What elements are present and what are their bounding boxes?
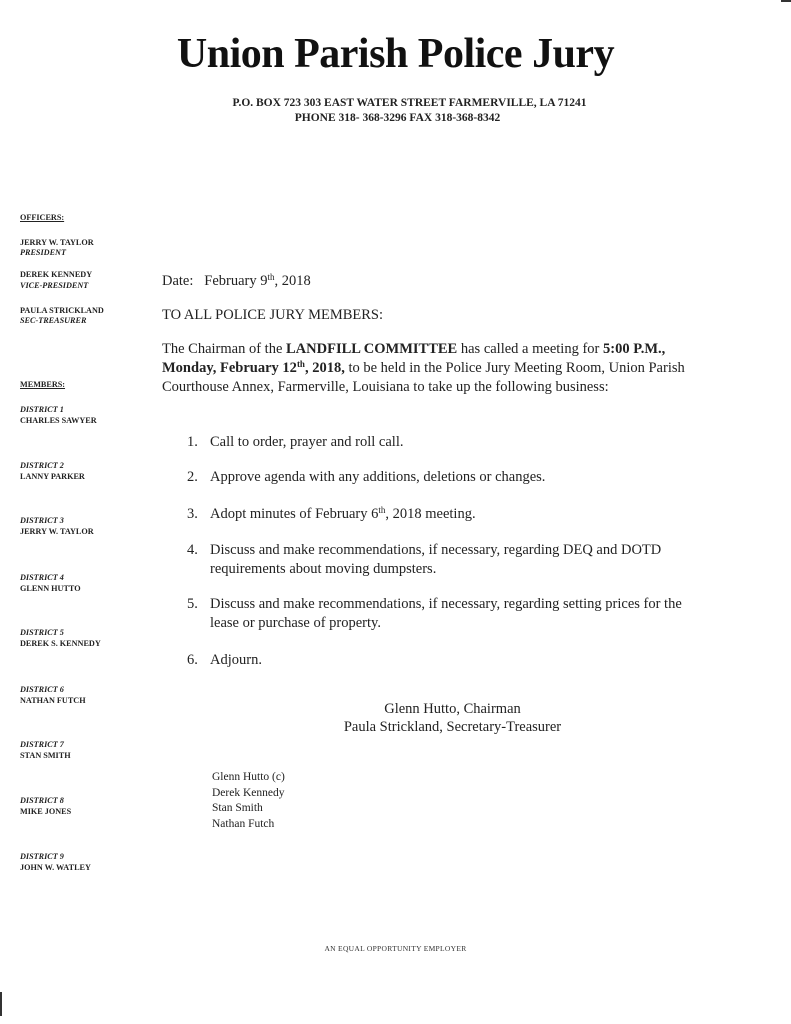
member-district: DISTRICT 7 — [20, 740, 64, 749]
member-district: DISTRICT 9 — [20, 852, 64, 861]
footer-eeo-statement: AN EQUAL OPPORTUNITY EMPLOYER — [324, 944, 467, 953]
member-district: DISTRICT 4 — [20, 573, 64, 582]
secretary-signature: Paula Strickland, Secretary-Treasurer — [343, 719, 562, 735]
committee-name: LANDFILL COMMITTEE — [286, 341, 458, 357]
meeting-notice-paragraph: The Chairman of the LANDFILL COMMITTEE has called a meeting for 5:00 P.M., Monday, February 12th, 2018, to be held in the Police Jury Meeting Room, Union Parish Courthouse Annex, Farmerville, Louisiana to take up the following business: — [162, 341, 685, 395]
scan-edge-mark — [0, 992, 2, 1016]
member-name: STAN SMITH — [20, 751, 71, 760]
member-name: LANNY PARKER — [20, 472, 85, 481]
member-district: DISTRICT 6 — [20, 685, 64, 694]
officers-heading: OFFICERS: — [20, 213, 65, 222]
member-district: DISTRICT 1 — [20, 405, 64, 414]
agenda-item: 3. Adopt minutes of February 6th, 2018 meeting. — [187, 505, 476, 522]
date-value: February 9th, 2018 — [204, 272, 311, 289]
date-label: Date: — [162, 273, 194, 289]
officer-name: PAULA STRICKLAND — [20, 306, 104, 315]
member-district: DISTRICT 2 — [20, 461, 64, 470]
agenda-item: 5. Discuss and make recommendations, if necessary, regarding setting prices for the lease or purchase of property. — [187, 596, 682, 631]
officer-role: SEC-TREASURER — [20, 316, 87, 325]
chairman-signature: Glenn Hutto, Chairman — [384, 701, 521, 717]
officer-name: JERRY W. TAYLOR — [20, 238, 94, 247]
member-district: DISTRICT 3 — [20, 516, 64, 525]
agenda-item: 2. Approve agenda with any additions, deletions or changes. — [187, 469, 546, 485]
phone-fax-line: PHONE 318- 368-3296 FAX 318-368-8342 — [294, 112, 501, 124]
letter-greeting: TO ALL POLICE JURY MEMBERS: — [162, 307, 384, 323]
officer-role: VICE-PRESIDENT — [20, 281, 89, 290]
agenda-item: 1. Call to order, prayer and roll call. — [187, 434, 404, 450]
member-district: DISTRICT 5 — [20, 628, 64, 637]
member-district: DISTRICT 8 — [20, 796, 64, 805]
officer-role: PRESIDENT — [20, 248, 66, 257]
meeting-datetime: 5:00 P.M., Monday, February 12th, 2018, — [162, 341, 666, 376]
scan-corner-mark — [781, 0, 791, 2]
member-name: JERRY W. TAYLOR — [20, 527, 94, 536]
member-name: CHARLES SAWYER — [20, 416, 97, 425]
member-name: JOHN W. WATLEY — [20, 863, 91, 872]
member-name: DEREK S. KENNEDY — [20, 639, 101, 648]
members-heading: MEMBERS: — [20, 380, 66, 389]
address-line: P.O. BOX 723 303 EAST WATER STREET FARMERVILLE, LA 71241 — [232, 97, 587, 109]
member-name: MIKE JONES — [20, 807, 72, 816]
letter-date — [162, 273, 311, 290]
committee-member: Nathan Futch — [212, 817, 275, 830]
officer-name: DEREK KENNEDY — [20, 270, 93, 279]
member-name: GLENN HUTTO — [20, 584, 81, 593]
committee-member: Stan Smith — [212, 802, 263, 815]
agenda-item: 4. Discuss and make recommendations, if necessary, regarding DEQ and DOTD requirements about moving dumpsters. — [187, 542, 662, 577]
committee-member: Glenn Hutto (c) — [212, 771, 285, 783]
member-name: NATHAN FUTCH — [20, 696, 86, 705]
organization-title: Union Parish Police Jury — [176, 31, 615, 77]
committee-member: Derek Kennedy — [212, 786, 285, 799]
agenda-item: 6. Adjourn. — [187, 652, 262, 668]
committee-members-list — [212, 770, 285, 832]
